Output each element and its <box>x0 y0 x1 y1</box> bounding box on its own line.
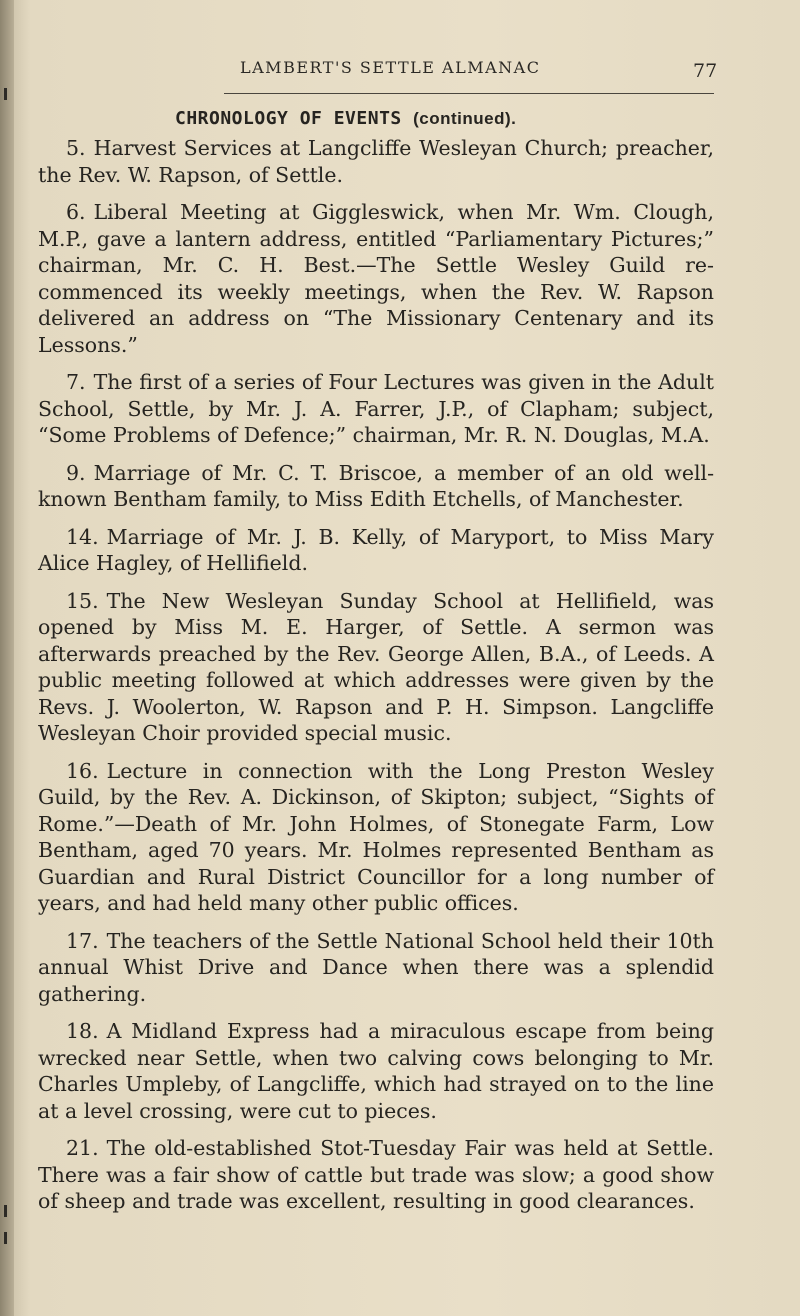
entry-date: 6. <box>66 200 86 224</box>
chronology-entry <box>38 588 714 747</box>
entry-date: 16. <box>66 758 99 783</box>
entry-date: 21. <box>66 1136 99 1160</box>
page-gutter <box>0 0 14 1316</box>
entry-date: 9. <box>66 460 86 485</box>
entry-text: Marriage of Mr. J. B. Kelly, of Maryport, to Miss Mary Alice Hagley, of Hellifield. <box>38 524 714 575</box>
chronology-entry <box>38 524 714 577</box>
chronology-entries <box>38 135 714 1226</box>
page-number: 77 <box>693 60 718 82</box>
section-subtitle: (continued). <box>413 109 517 128</box>
section-title <box>175 108 516 129</box>
chronology-entry <box>38 460 714 513</box>
entry-text: The first of a series of Four Lectures was given in the Adult School, Settle, by Mr. J. A. Farrer, J.P., of Clapham; subject, “Some Problems of Defence;” chairman, Mr. R. N. Douglas, M.A. <box>38 370 714 447</box>
entry-text: Lecture in connection with the Long Preston Wesley Guild, by the Rev. A. Dickinson, of Skipton; subject, “Sights of Rome.”—Death of Mr. John Holmes, of Stonegate Farm, Low Bentham, aged 70 years. Mr. Holmes represented Bentham as Guardian and Rural District Councillor for a long number of years, and had held many other public offices. <box>38 758 714 915</box>
entry-date: 7. <box>66 370 86 394</box>
entry-text: The New Wesleyan Sunday School at Hellifield, was opened by Miss M. E. Harger, of Settle. A sermon was afterwards preached by the Rev. George Allen, B.A., of Leeds. A public meeting followed at which addresses were given by the Revs. J. Woolerton, W. Rapson and P. H. Simpson. Langcliffe Wesleyan Choir provided special music. <box>38 588 714 745</box>
entry-text: The old-established Stot-Tuesday Fair was held at Settle. There was a fair show of cattle but trade was slow; a good show of sheep and trade was excellent, resulting in good clearances. <box>38 1136 714 1213</box>
entry-date: 17. <box>66 928 99 953</box>
entry-text: The teachers of the Settle National School held their 10th annual Whist Drive and Dance when there was a splendid gathering. <box>38 928 714 1006</box>
entry-date: 14. <box>66 524 99 549</box>
entry-text: Liberal Meeting at Giggleswick, when Mr. Wm. Clough, M.P., gave a lantern address, entitled “Parliamentary Pictures;” chairman, Mr. C. H. Best.—The Settle Wesley Guild re-commenced its weekly meetings, when the Rev. W. Rapson delivered an address on “The Missionary Centenary and its Lessons.” <box>38 200 714 357</box>
gutter-mark <box>4 1232 7 1244</box>
entry-date: 5. <box>66 136 86 160</box>
chronology-entry <box>38 369 714 449</box>
section-title-text: CHRONOLOGY OF EVENTS <box>175 108 402 129</box>
entry-text: Harvest Services at Langcliffe Wesleyan Church; preacher, the Rev. W. Rapson, of Settle. <box>38 136 714 187</box>
chronology-entry <box>38 758 714 917</box>
chronology-entry <box>38 135 714 188</box>
running-title: LAMBERT'S SETTLE ALMANAC <box>240 58 541 77</box>
chronology-entry <box>38 928 714 1008</box>
entry-date: 15. <box>66 588 99 613</box>
header-rule <box>224 93 714 94</box>
gutter-mark <box>4 88 7 100</box>
entry-text: Marriage of Mr. C. T. Briscoe, a member of an old well-known Bentham family, to Miss Edith Etchells, of Manchester. <box>38 460 714 511</box>
entry-text: A Midland Express had a miraculous escape from being wrecked near Settle, when two calving cows belonging to Mr. Charles Umpleby, of Langcliffe, which had strayed on to the line at a level crossing, were cut to pieces. <box>38 1019 714 1123</box>
chronology-entry <box>38 199 714 358</box>
entry-date: 18. <box>66 1019 99 1043</box>
gutter-mark <box>4 1205 7 1217</box>
chronology-entry <box>38 1135 714 1215</box>
chronology-entry <box>38 1018 714 1124</box>
